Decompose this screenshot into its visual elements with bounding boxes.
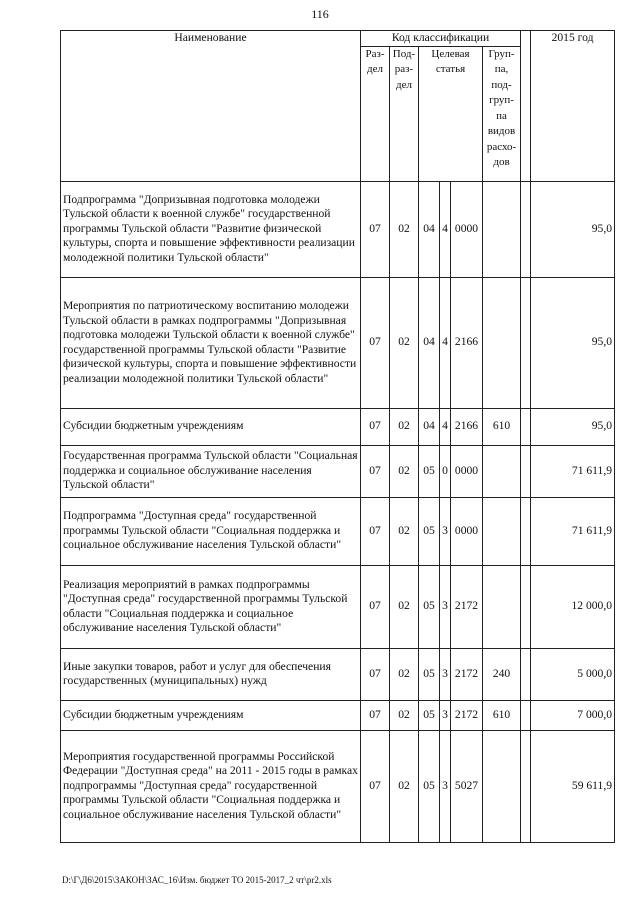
row-razdel: 07	[361, 700, 390, 730]
row-podrazdel: 02	[390, 700, 419, 730]
row-cs2: 3	[440, 700, 451, 730]
header-section: Раз-дел	[361, 46, 390, 181]
header-expense-group: Груп-па, под-груп-па видов расхо-дов	[483, 46, 521, 181]
row-name: Иные закупки товаров, работ и услуг для обеспечения государственных (муниципальных) нужд	[61, 648, 361, 700]
row-cs3: 0000	[451, 445, 483, 497]
row-name: Подпрограмма "Допризывная подготовка молодежи Тульской области к военной службе" государственной программы Тульской области "Развитие физической культуры, спорта и повышение эффективности реализации молодежной политики Тульской области"	[61, 181, 361, 277]
row-vr	[483, 445, 521, 497]
table-row	[61, 700, 615, 730]
row-razdel: 07	[361, 730, 390, 842]
header-row-1	[61, 31, 615, 47]
row-cs2: 3	[440, 648, 451, 700]
file-path-footer: D:\Г\Д6\2015\ЗАКОН\ЗАС_16\Изм. бюджет ТО 2015-2017_2 чт\pr2.xls	[62, 875, 332, 885]
header-classification: Код классификации	[361, 31, 521, 47]
row-cs1: 04	[419, 408, 440, 445]
row-cs1: 05	[419, 700, 440, 730]
row-spacer	[521, 445, 531, 497]
row-vr	[483, 277, 521, 408]
row-spacer	[521, 497, 531, 565]
row-razdel: 07	[361, 648, 390, 700]
row-podrazdel: 02	[390, 648, 419, 700]
row-cs3: 2172	[451, 648, 483, 700]
header-spacer	[521, 31, 531, 182]
row-name: Мероприятия государственной программы Российской Федерации "Доступная среда" на 2011 - 2015 годы в рамках подпрограммы "Доступная среда" государственной программы Тульской области "Социальная поддержка и социальное обслуживание населения Тульской области"	[61, 730, 361, 842]
row-cs2: 4	[440, 277, 451, 408]
row-amount: 5 000,0	[531, 648, 615, 700]
table-row	[61, 445, 615, 497]
row-podrazdel: 02	[390, 497, 419, 565]
row-spacer	[521, 277, 531, 408]
table-row	[61, 277, 615, 408]
row-podrazdel: 02	[390, 730, 419, 842]
row-amount: 95,0	[531, 277, 615, 408]
row-cs1: 04	[419, 277, 440, 408]
header-year: 2015 год	[531, 31, 615, 182]
row-cs3: 2172	[451, 700, 483, 730]
budget-table	[60, 30, 615, 843]
row-podrazdel: 02	[390, 181, 419, 277]
table-row	[61, 648, 615, 700]
row-spacer	[521, 408, 531, 445]
row-amount: 71 611,9	[531, 497, 615, 565]
row-amount: 95,0	[531, 181, 615, 277]
header-subsection: Под-раз-дел	[390, 46, 419, 181]
row-cs2: 4	[440, 408, 451, 445]
row-amount: 71 611,9	[531, 445, 615, 497]
header-target-article: Целевая статья	[419, 46, 483, 181]
row-razdel: 07	[361, 445, 390, 497]
table-row	[61, 730, 615, 842]
row-cs3: 0000	[451, 497, 483, 565]
row-cs1: 05	[419, 648, 440, 700]
row-vr: 610	[483, 408, 521, 445]
row-spacer	[521, 730, 531, 842]
row-cs2: 3	[440, 730, 451, 842]
table-row	[61, 497, 615, 565]
table-row	[61, 565, 615, 648]
row-cs1: 04	[419, 181, 440, 277]
table-row	[61, 181, 615, 277]
row-cs2: 0	[440, 445, 451, 497]
row-cs3: 2172	[451, 565, 483, 648]
row-spacer	[521, 181, 531, 277]
row-cs1: 05	[419, 565, 440, 648]
row-name: Государственная программа Тульской области "Социальная поддержка и социальное обслуживание населения Тульской области"	[61, 445, 361, 497]
row-cs1: 05	[419, 445, 440, 497]
row-name: Подпрограмма "Доступная среда" государственной программы Тульской области "Социальная поддержка и социальное обслуживание населения Тульской области"	[61, 497, 361, 565]
row-spacer	[521, 565, 531, 648]
header-name: Наименование	[61, 31, 361, 182]
row-vr	[483, 730, 521, 842]
row-podrazdel: 02	[390, 408, 419, 445]
row-amount: 7 000,0	[531, 700, 615, 730]
row-cs1: 05	[419, 730, 440, 842]
row-vr	[483, 565, 521, 648]
row-vr	[483, 497, 521, 565]
row-spacer	[521, 700, 531, 730]
row-podrazdel: 02	[390, 445, 419, 497]
row-name: Субсидии бюджетным учреждениям	[61, 700, 361, 730]
row-vr	[483, 181, 521, 277]
row-razdel: 07	[361, 181, 390, 277]
row-name: Субсидии бюджетным учреждениям	[61, 408, 361, 445]
row-cs3: 0000	[451, 181, 483, 277]
row-cs2: 4	[440, 181, 451, 277]
row-name: Реализация мероприятий в рамках подпрограммы "Доступная среда" государственной программы Тульской области "Социальная поддержка и социальное обслуживание населения Тульской области"	[61, 565, 361, 648]
page-number: 116	[311, 7, 329, 21]
row-amount: 59 611,9	[531, 730, 615, 842]
row-vr: 610	[483, 700, 521, 730]
row-podrazdel: 02	[390, 277, 419, 408]
row-amount: 95,0	[531, 408, 615, 445]
row-razdel: 07	[361, 497, 390, 565]
row-razdel: 07	[361, 408, 390, 445]
table-row	[61, 408, 615, 445]
row-name: Мероприятия по патриотическому воспитанию молодежи Тульской области в рамках подпрограммы "Допризывная подготовка молодежи Тульской области к военной службе" государственной программы Тульской области "Развитие физической культуры, спорта и повышение эффективности реализации молодежной политики Тульской области"	[61, 277, 361, 408]
row-vr: 240	[483, 648, 521, 700]
row-cs2: 3	[440, 497, 451, 565]
row-amount: 12 000,0	[531, 565, 615, 648]
row-cs3: 5027	[451, 730, 483, 842]
row-razdel: 07	[361, 565, 390, 648]
row-cs3: 2166	[451, 408, 483, 445]
row-razdel: 07	[361, 277, 390, 408]
row-cs1: 05	[419, 497, 440, 565]
row-cs3: 2166	[451, 277, 483, 408]
row-spacer	[521, 648, 531, 700]
row-cs2: 3	[440, 565, 451, 648]
row-podrazdel: 02	[390, 565, 419, 648]
